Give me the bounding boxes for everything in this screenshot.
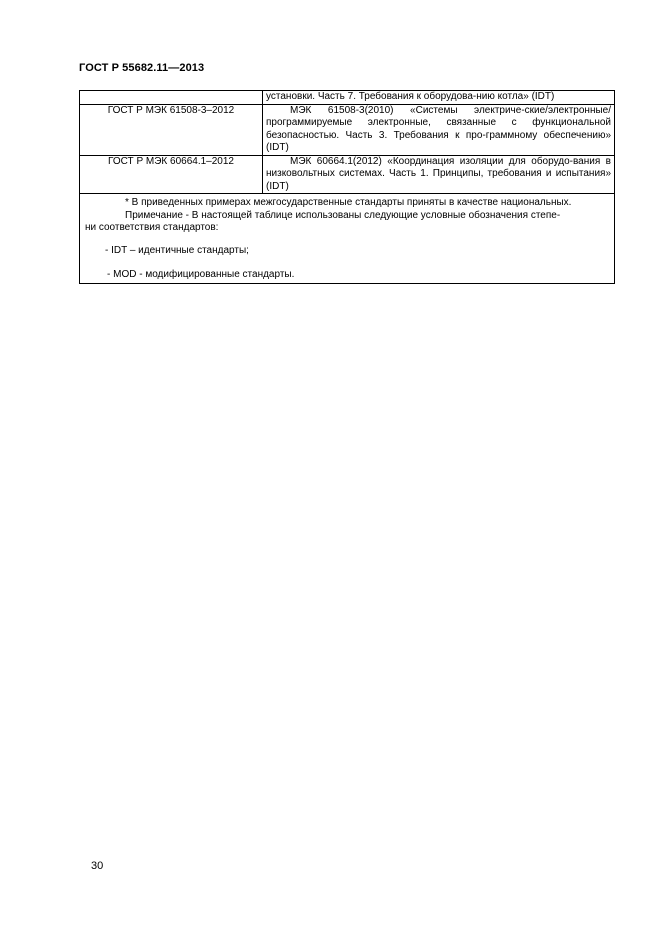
remark (85, 210, 609, 223)
notes-cell (80, 194, 615, 284)
international-standard-text: МЭК 60664.1(2012) «Координация изоляции для оборудо-вания в низковольтных системах. Часть 1. Принципы, требования и испытания» (IDT) (266, 155, 611, 192)
table-row (80, 104, 615, 155)
international-standard-cell (263, 104, 615, 155)
national-standard-cell: ГОСТ Р МЭК 61508-3–2012 (80, 104, 263, 155)
footnote-text: * В приведенных примерах межгосударственные стандарты приняты в качестве национальных. (125, 197, 572, 208)
international-standard-cell: установки. Часть 7. Требования к оборудова-нию котла» (IDT) (263, 91, 615, 105)
remark-continuation: ни соответствия стандартов: (85, 222, 219, 233)
remark-text: Примечание - В настоящей таблице использованы следующие условные обозначения степе- (125, 209, 561, 221)
legend-mod: - MOD - модифицированные стандарты. (107, 269, 295, 280)
international-standard-cell (263, 155, 615, 194)
table-row (80, 91, 615, 105)
national-standard-cell (80, 91, 263, 105)
page-number: 30 (91, 860, 104, 872)
table-row (80, 155, 615, 194)
legend-idt: - IDT – идентичные стандарты; (105, 244, 249, 256)
standards-table (79, 90, 615, 284)
notes-row (80, 194, 615, 284)
international-standard-text: МЭК 61508-3(2010) «Системы электриче-ские/электронные/программируемые электронные, связанные с функциональной безопасностью. Часть 3. Требования к про-граммному обеспечению» (IDT) (266, 104, 611, 153)
document-header: ГОСТ Р 55682.11—2013 (79, 62, 205, 74)
national-standard-cell: ГОСТ Р МЭК 60664.1–2012 (80, 155, 263, 194)
footnote (85, 197, 609, 210)
